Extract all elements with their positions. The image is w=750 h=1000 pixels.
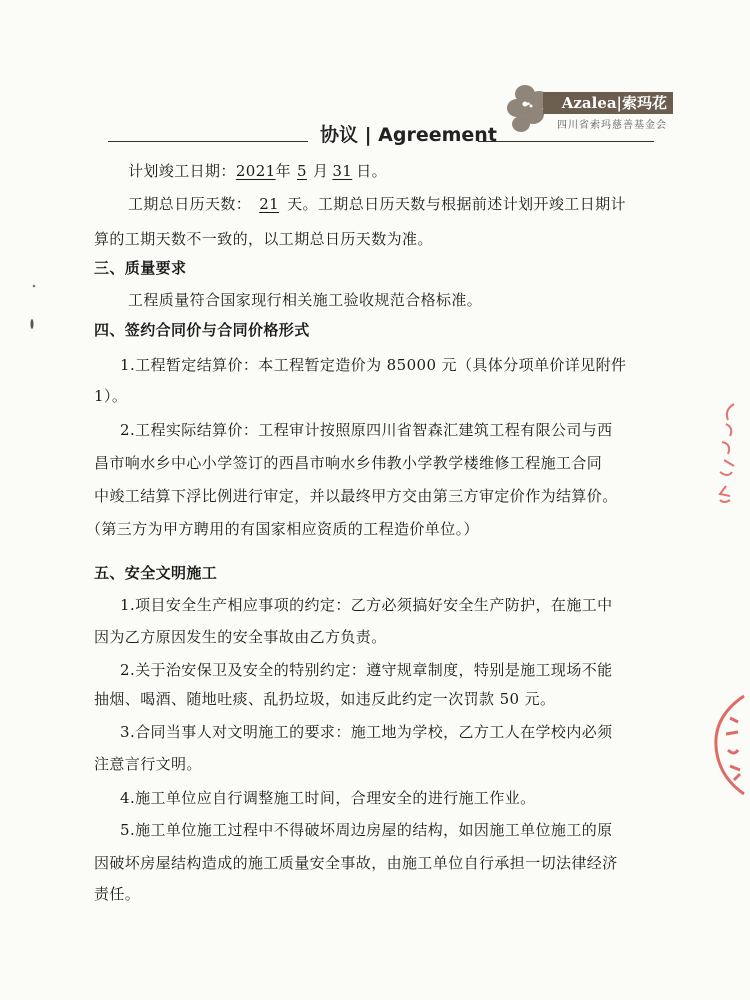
year-suffix: 年 — [275, 162, 291, 180]
section-4-p1-line-1: 1.工程暂定结算价：本工程暂定造价为 85000 元（具体分项单价详见附件 — [120, 356, 627, 374]
section-5-p5-line-2: 因破坏房屋结构造成的施工质量安全事故，由施工单位自行承担一切法律经济 — [94, 854, 618, 872]
month-suffix: 月 — [312, 162, 329, 180]
section-4-p2-line-1: 2.工程实际结算价：工程审计按照原四川省智森汇建筑工程有限公司与西 — [120, 421, 613, 439]
duration-line-2: 算的工期天数不一致的，以工期总日历天数为准。 — [94, 230, 433, 248]
header-rule-left — [108, 141, 308, 142]
logo-org-text: 四川省索玛慈善基金会 — [557, 120, 667, 131]
section-5-p2-line-1: 2.关于治安保卫及安全的特别约定：遵守规章制度，特别是施工现场不能 — [120, 661, 613, 679]
seal-stamp-lower — [700, 690, 748, 800]
azalea-logo — [503, 80, 673, 138]
page-title: 协议 | Agreement — [320, 124, 497, 146]
section-4-p2-line-2: 昌市响水乡中心小学签订的西昌市响水乡伟教小学教学楼维修工程施工合同 — [94, 454, 603, 472]
section-5-p2-line-2: 抽烟、喝酒、随地吐痰、乱扔垃圾，如违反此约定一次罚款 50 元。 — [94, 690, 556, 708]
section-5-p5-line-3: 责任。 — [94, 885, 141, 903]
logo-brand-text: Azalea|索玛花 — [543, 92, 673, 114]
scan-speck — [26, 280, 40, 340]
completion-year: 2021 — [235, 162, 276, 180]
section-3-heading: 三、质量要求 — [94, 259, 187, 277]
duration-label: 工期总日历天数： — [128, 195, 252, 213]
completion-day: 31 — [332, 162, 353, 180]
section-5-p1-line-1: 1.项目安全生产相应事项的约定：乙方必须搞好安全生产防护，在施工中 — [120, 596, 613, 614]
section-4-p1-line-2: 1）。 — [94, 387, 128, 405]
section-4-p2-line-3: 中竣工结算下浮比例进行审定，并以最终甲方交由第三方审定价作为结算价。 — [94, 487, 618, 505]
seal-stamp-upper — [704, 400, 744, 510]
completion-month: 5 — [297, 162, 307, 180]
section-4-p2-line-4: （第三方为甲方聘用的有国家相应资质的工程造价单位。） — [86, 520, 479, 538]
section-4-heading: 四、签约合同价与合同价格形式 — [94, 321, 310, 339]
section-5-p4-line-1: 4.施工单位应自行调整施工时间，合理安全的进行施工作业。 — [120, 789, 536, 807]
duration-line-1 — [128, 194, 626, 214]
section-5-p1-line-2: 因为乙方原因发生的安全事故由乙方负责。 — [94, 628, 387, 646]
duration-days: 21 — [259, 195, 280, 213]
header-rule-right — [478, 141, 654, 142]
day-suffix: 日。 — [356, 162, 388, 180]
section-3-line-1: 工程质量符合国家现行相关施工验收规范合格标准。 — [128, 291, 483, 309]
duration-rest: 天。工期总日历天数与根据前述计划开竣工日期计 — [287, 195, 626, 213]
section-5-heading: 五、安全文明施工 — [94, 564, 218, 582]
section-5-p3-line-1: 3.合同当事人对文明施工的要求：施工地为学校，乙方工人在学校内必须 — [120, 723, 613, 741]
section-5-p5-line-1: 5.施工单位施工过程中不得破坏周边房屋的结构，如因施工单位施工的原 — [120, 821, 613, 839]
completion-date-label: 计划竣工日期： — [128, 162, 236, 180]
section-5-p3-line-2: 注意言行文明。 — [94, 755, 202, 773]
completion-date-line — [128, 161, 387, 181]
